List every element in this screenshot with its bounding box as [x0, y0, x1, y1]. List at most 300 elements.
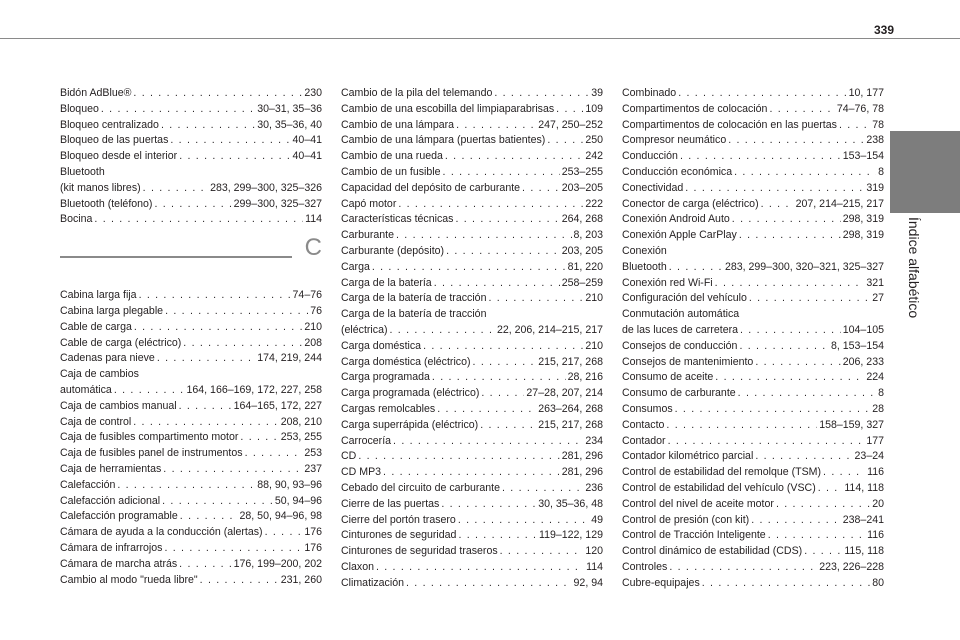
dot-leader [734, 165, 876, 181]
entry-term: Carga programada [341, 371, 430, 384]
entry-pages: 299–300, 325–327 [233, 197, 322, 210]
entry-pages: 263–264, 268 [538, 402, 603, 415]
entry-pages: 8 [878, 387, 884, 400]
entry-term: de las luces de carretera [622, 323, 739, 336]
index-entry [341, 276, 603, 292]
index-entry [622, 165, 884, 181]
dot-leader [749, 291, 870, 307]
entry-term: Configuración del vehículo [622, 292, 747, 305]
entry-term: Bloqueo desde el interior [60, 150, 178, 163]
entry-term: Combinado [622, 87, 677, 99]
index-entry-heading: Carga de la batería de tracción [341, 308, 487, 321]
index-entry [341, 386, 603, 402]
entry-term: (kit manos libres) [60, 181, 141, 194]
entry-pages: 230 [304, 87, 322, 99]
index-entry [622, 497, 884, 513]
index-entry [60, 320, 322, 336]
entry-pages: 253–255 [561, 165, 603, 178]
index-entry-heading: Bluetooth [60, 165, 105, 178]
entry-term: Bluetooth (teléfono) [60, 197, 153, 210]
entry-term: Bidón AdBlue® [60, 87, 132, 99]
dot-leader [133, 86, 302, 102]
entry-term: Cubre-equipajes [622, 576, 700, 589]
entry-term: Calefacción [60, 478, 116, 491]
entry-pages: 28, 50, 94–96, 98 [239, 510, 322, 523]
entry-term: Conexión Android Auto [622, 213, 730, 226]
index-entry [341, 86, 603, 102]
entry-term: Cambio de una rueda [341, 150, 443, 163]
index-entry [60, 494, 322, 510]
entry-pages: 210 [304, 320, 322, 333]
index-entry [60, 430, 322, 446]
entry-term: Control de estabilidad del remolque (TSM) [622, 466, 822, 479]
dot-leader [455, 212, 559, 228]
entry-pages: 247, 250–252 [538, 118, 603, 131]
entry-term: Consumo de carburante [622, 387, 736, 400]
entry-pages: 109 [585, 102, 603, 115]
dot-leader [755, 355, 840, 371]
entry-pages: 104–105 [842, 323, 884, 336]
entry-term: Cable de carga [60, 320, 132, 333]
dot-leader [732, 212, 841, 228]
entry-term: Consumos [622, 402, 673, 415]
dot-leader [393, 434, 583, 450]
index-entry [622, 355, 884, 371]
entry-term: Control del nivel de aceite motor [622, 497, 774, 510]
index-entry [60, 573, 322, 589]
dot-leader [456, 118, 536, 134]
entry-term: Conducción [622, 150, 678, 163]
entry-term: Caja de fusibles panel de instrumentos [60, 447, 243, 460]
dot-leader [134, 320, 302, 336]
index-entry [622, 86, 884, 102]
dot-leader [265, 525, 303, 541]
dot-leader [500, 544, 584, 560]
entry-term: Cabina larga plegable [60, 304, 164, 317]
entry-pages: 321 [866, 276, 884, 289]
dot-leader [473, 355, 537, 371]
entry-pages: 28 [872, 402, 884, 415]
entry-term: Conectividad [622, 181, 684, 194]
entry-term: Consejos de mantenimiento [622, 355, 754, 368]
entry-term: Cinturones de seguridad traseros [341, 545, 498, 558]
entry-term: Contador kilométrico parcial [622, 450, 754, 463]
dot-leader [502, 481, 583, 497]
entry-term: Compartimentos de colocación en las puertas [622, 118, 837, 131]
entry-pages: 253, 255 [280, 431, 322, 444]
dot-leader [441, 497, 536, 513]
entry-pages: 215, 217, 268 [538, 418, 603, 431]
entry-pages: 78 [872, 118, 884, 131]
entry-pages: 116 [867, 466, 884, 479]
dot-leader [494, 86, 589, 102]
entry-pages: 210 [585, 339, 603, 352]
dot-leader [143, 181, 208, 197]
index-entry [622, 260, 884, 276]
dot-leader [804, 544, 842, 560]
index-entry [622, 276, 884, 292]
dot-leader [818, 481, 843, 497]
dot-leader [480, 418, 536, 434]
index-entry [60, 149, 322, 165]
index-entry [341, 291, 603, 307]
dot-leader [114, 383, 185, 399]
index-entry [60, 212, 322, 228]
entry-term: Conector de carga (eléctrico) [622, 197, 759, 210]
index-entry [60, 197, 322, 213]
dot-leader [761, 197, 794, 213]
dot-leader [739, 339, 829, 355]
index-entry [622, 418, 884, 434]
dot-leader [183, 336, 302, 352]
dot-leader [437, 402, 536, 418]
entry-pages: 238–241 [842, 513, 884, 526]
entry-term: Bloqueo centralizado [60, 118, 159, 131]
dot-leader [164, 541, 302, 557]
entry-term: Cambio de una lámpara [341, 118, 455, 131]
entry-term: Climatización [341, 576, 404, 589]
entry-pages: 281, 296 [561, 466, 603, 479]
entry-pages: 74–76 [292, 289, 322, 302]
entry-term: Calefacción programable [60, 510, 178, 523]
entry-term: Cargas remolcables [341, 402, 436, 415]
index-entry [341, 339, 603, 355]
entry-term: Caja de fusibles compartimento motor [60, 431, 239, 444]
entry-pages: 224 [866, 371, 884, 384]
entry-term: Carga doméstica (eléctrico) [341, 355, 471, 368]
dot-leader [372, 260, 566, 276]
dot-leader [240, 430, 278, 446]
dot-leader [488, 291, 583, 307]
dot-leader [406, 576, 572, 592]
section-letter: C [304, 234, 322, 262]
entry-pages: 20 [872, 497, 884, 510]
dot-leader [161, 118, 255, 134]
entry-term: Cámara de infrarrojos [60, 541, 163, 554]
entry-pages: 27 [872, 292, 884, 305]
index-entry [622, 528, 884, 544]
dot-leader [445, 149, 583, 165]
entry-pages: 92, 94 [573, 576, 603, 589]
dot-leader [396, 228, 572, 244]
entry-pages: 208 [304, 336, 322, 349]
dot-leader [117, 478, 255, 494]
index-column-2 [341, 86, 603, 592]
entry-term: Cable de carga (eléctrico) [60, 336, 182, 349]
entry-pages: 223, 226–228 [819, 560, 884, 573]
entry-term: Control dinámico de estabilidad (CDS) [622, 545, 803, 558]
entry-term: Consejos de conducción [622, 339, 738, 352]
entry-term: Carga superrápida (eléctrico) [341, 418, 479, 431]
entry-term: Bloqueo [60, 102, 99, 115]
entry-pages: 176, 199–200, 202 [233, 557, 322, 570]
dot-leader [245, 446, 303, 462]
dot-leader [398, 197, 583, 213]
entry-pages: 30–31, 35–36 [257, 102, 322, 115]
entry-term: Bloqueo de las puertas [60, 134, 169, 147]
index-entry [622, 118, 884, 134]
dot-leader [675, 402, 871, 418]
entry-pages: 28, 216 [567, 371, 603, 384]
dot-leader [376, 560, 584, 576]
index-entry [622, 576, 884, 592]
entry-term: Caja de herramientas [60, 462, 162, 475]
dot-leader [702, 576, 870, 592]
index-entry [622, 323, 884, 339]
entry-term: Contacto [622, 418, 665, 431]
index-entry [622, 291, 884, 307]
dot-leader [839, 118, 870, 134]
index-entry-heading: Conexión [622, 244, 667, 257]
entry-pages: 8, 153–154 [830, 339, 884, 352]
entry-pages: 27–28, 207, 214 [526, 387, 603, 400]
entry-pages: 23–24 [854, 450, 884, 463]
entry-term: Control de estabilidad del vehículo (VSC) [622, 481, 816, 494]
dot-leader [443, 165, 560, 181]
entry-term: Bocina [60, 213, 93, 226]
dot-leader [755, 449, 852, 465]
entry-pages: 8, 203 [573, 229, 603, 242]
index-entry [341, 544, 603, 560]
entry-pages: 120 [585, 545, 603, 558]
entry-pages: 114 [586, 560, 603, 573]
entry-pages: 206, 233 [842, 355, 884, 368]
index-entry [60, 509, 322, 525]
entry-term: Consumo de aceite [622, 371, 714, 384]
dot-leader [715, 370, 864, 386]
index-entry [341, 355, 603, 371]
entry-term: Cambio de la pila del telemando [341, 87, 493, 99]
entry-term: Cambio de una escobilla del limpiaparabrisas [341, 102, 555, 115]
entry-term: Bluetooth [622, 260, 667, 273]
entry-pages: 74–76, 78 [836, 102, 884, 115]
index-entry [341, 197, 603, 213]
dot-leader [446, 244, 560, 260]
entry-pages: 283, 299–300, 320–321, 325–327 [724, 260, 884, 273]
dot-leader [458, 528, 537, 544]
entry-pages: 115, 118 [844, 545, 884, 558]
index-entry [60, 181, 322, 197]
entry-pages: 114 [305, 213, 322, 226]
index-entry [60, 415, 322, 431]
dot-leader [669, 560, 817, 576]
entry-pages: 164, 166–169, 172, 227, 258 [186, 383, 322, 396]
entry-pages: 222 [585, 197, 603, 210]
entry-term: Cambio al modo "rueda libre" [60, 573, 198, 586]
dot-leader [740, 323, 841, 339]
index-entry [60, 557, 322, 573]
index-entry [60, 525, 322, 541]
entry-pages: 210 [585, 292, 603, 305]
entry-term: Cebado del circuito de carburante [341, 481, 501, 494]
entry-term: Caja de control [60, 415, 132, 428]
index-entry [60, 383, 322, 399]
entry-term: Carburante [341, 229, 394, 242]
dot-leader [481, 386, 524, 402]
dot-leader [434, 276, 560, 292]
entry-pages: 238 [866, 134, 884, 147]
index-entry [341, 434, 603, 450]
entry-term: Cierre del portón trasero [341, 513, 456, 526]
entry-term: Cámara de ayuda a la conducción (alertas) [60, 526, 263, 539]
page-number: 339 [873, 23, 894, 37]
index-entry [622, 339, 884, 355]
index-entry [341, 576, 603, 592]
index-entry [341, 465, 603, 481]
dot-leader [685, 181, 864, 197]
dot-leader [180, 509, 238, 525]
index-entry [341, 244, 603, 260]
index-entry [60, 304, 322, 320]
entry-term: Carga programada (eléctrico) [341, 387, 480, 400]
dot-leader [678, 86, 846, 102]
section-rule [60, 256, 292, 258]
entry-term: Conexión red Wi-Fi [622, 276, 713, 289]
index-entry [60, 399, 322, 415]
entry-pages: 176 [304, 541, 322, 554]
index-entry [622, 560, 884, 576]
index-entry [60, 541, 322, 557]
entry-term: Claxon [341, 560, 374, 573]
dot-leader [738, 386, 876, 402]
header-rule [0, 38, 960, 39]
entry-term: Cámara de marcha atrás [60, 557, 178, 570]
index-entry [622, 434, 884, 450]
entry-term: Capó motor [341, 197, 397, 210]
entry-pages: 22, 206, 214–215, 217 [496, 323, 603, 336]
index-entry [341, 449, 603, 465]
index-block-b [60, 86, 322, 228]
entry-pages: 234 [585, 434, 603, 447]
entry-term: Compresor neumático [622, 134, 727, 147]
dot-leader [423, 339, 583, 355]
index-block-c [60, 288, 322, 588]
entry-term: Cadenas para nieve [60, 352, 155, 365]
dot-leader [728, 133, 864, 149]
index-entry [341, 370, 603, 386]
entry-pages: 153–154 [842, 150, 884, 163]
dot-leader [383, 465, 560, 481]
index-entry [341, 181, 603, 197]
entry-pages: 49 [591, 513, 603, 526]
entry-term: Cabina larga fija [60, 289, 137, 302]
index-entry [622, 212, 884, 228]
entry-pages: 40–41 [292, 134, 322, 147]
index-entry [622, 386, 884, 402]
dot-leader [432, 370, 566, 386]
dot-leader [668, 434, 865, 450]
entry-pages: 250 [585, 134, 603, 147]
entry-term: Conexión Apple CarPlay [622, 229, 737, 242]
dot-leader [680, 149, 841, 165]
entry-term: Cierre de las puertas [341, 497, 440, 510]
index-entry [341, 323, 603, 339]
dot-leader [179, 399, 232, 415]
dot-leader [715, 276, 865, 292]
entry-pages: 50, 94–96 [274, 494, 322, 507]
dot-leader [390, 323, 495, 339]
index-entry [60, 351, 322, 367]
dot-leader [823, 465, 865, 481]
index-entry [341, 402, 603, 418]
entry-term: Cambio de una lámpara (puertas batientes) [341, 134, 546, 147]
dot-leader [179, 149, 290, 165]
entry-term: Calefacción adicional [60, 494, 161, 507]
entry-pages: 40–41 [292, 150, 322, 163]
section-header-c [60, 234, 322, 284]
index-entry [60, 118, 322, 134]
dot-leader [751, 513, 841, 529]
index-entry [341, 497, 603, 513]
entry-term: Características técnicas [341, 213, 454, 226]
index-entry [622, 133, 884, 149]
entry-pages: 176 [304, 526, 322, 539]
dot-leader [458, 513, 589, 529]
index-entry-heading: Conmutación automática [622, 308, 740, 321]
index-entry [60, 133, 322, 149]
entry-pages: 203, 205 [561, 244, 603, 257]
entry-term: Capacidad del depósito de carburante [341, 181, 521, 194]
index-entry [622, 149, 884, 165]
entry-pages: 158–159, 327 [819, 418, 884, 431]
index-entry [341, 481, 603, 497]
index-entry [341, 165, 603, 181]
entry-pages: 281, 296 [561, 450, 603, 463]
index-entry [60, 102, 322, 118]
index-entry [60, 288, 322, 304]
entry-pages: 177 [866, 434, 884, 447]
entry-term: Conducción económica [622, 165, 733, 178]
index-entry [341, 102, 603, 118]
entry-pages: 30, 35–36, 48 [538, 497, 603, 510]
dot-leader [139, 288, 291, 304]
entry-pages: 30, 35–36, 40 [257, 118, 322, 131]
entry-pages: 119–122, 129 [538, 529, 603, 542]
entry-pages: 174, 219, 244 [257, 352, 322, 365]
dot-leader [522, 181, 560, 197]
entry-pages: 8 [878, 165, 884, 178]
entry-pages: 164–165, 172, 227 [233, 399, 322, 412]
entry-pages: 114, 118 [844, 481, 884, 494]
entry-pages: 207, 214–215, 217 [795, 197, 884, 210]
entry-term: automática [60, 383, 112, 396]
index-entry [341, 118, 603, 134]
index-entry [622, 102, 884, 118]
entry-pages: 283, 299–300, 325–326 [210, 181, 322, 194]
entry-pages: 76 [310, 304, 322, 317]
index-entry [622, 465, 884, 481]
index-entry [341, 513, 603, 529]
entry-term: Controles [622, 560, 668, 573]
index-entry [60, 446, 322, 462]
dot-leader [154, 197, 231, 213]
entry-pages: 80 [872, 576, 884, 589]
entry-pages: 208, 210 [280, 415, 322, 428]
entry-pages: 258–259 [561, 276, 603, 289]
index-entry [60, 462, 322, 478]
dot-leader [94, 212, 303, 228]
index-entry [341, 228, 603, 244]
entry-term: Compartimentos de colocación [622, 102, 768, 115]
index-entry [341, 133, 603, 149]
entry-term: Control de presión (con kit) [622, 513, 750, 526]
index-entry [622, 544, 884, 560]
index-entry [622, 481, 884, 497]
entry-pages: 81, 220 [567, 260, 603, 273]
index-entry [622, 402, 884, 418]
dot-leader [179, 557, 231, 573]
index-entry [622, 513, 884, 529]
